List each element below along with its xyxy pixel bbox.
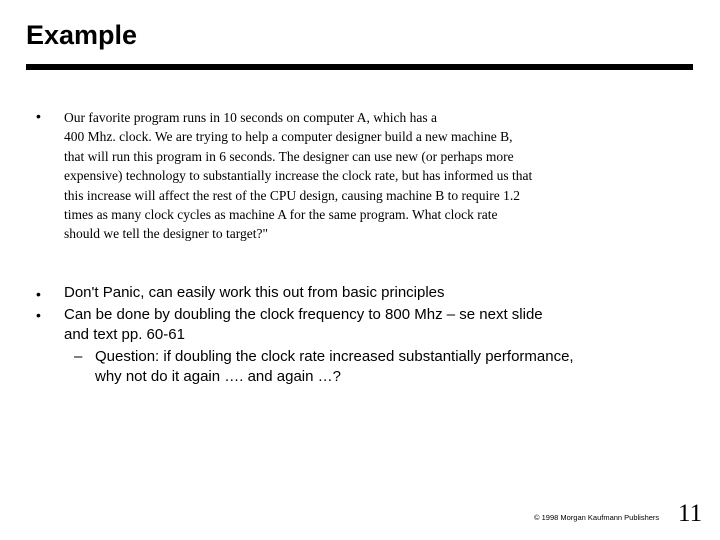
question-sub-bullet-line: Question: if doubling the clock rate increased substantially performance, (95, 348, 574, 365)
problem-statement-line: 400 Mhz. clock. We are trying to help a computer designer build a new machine B, (64, 129, 513, 145)
copyright-notice: © 1998 Morgan Kaufmann Publishers (534, 513, 660, 522)
bullet-marker-2: • (36, 286, 41, 302)
sub-bullet-dash: – (74, 348, 83, 365)
problem-statement-line: that will run this program in 6 seconds. The designer can use new (or perhaps more (64, 148, 514, 164)
question-sub-bullet-line: why not do it again …. and again …? (95, 368, 341, 385)
dont-panic-bullet: Don't Panic, can easily work this out from basic principles (64, 284, 445, 301)
bullet-marker-3: • (36, 307, 41, 323)
title-divider (26, 64, 693, 70)
problem-statement-line: times as many clock cycles as machine A for the same program. What clock rate (64, 207, 498, 223)
doubling-clock-bullet-line: Can be done by doubling the clock frequency to 800 Mhz – se next slide (64, 306, 543, 323)
bullet-marker-1: • (36, 108, 41, 124)
problem-statement-line: Our favorite program runs in 10 seconds on computer A, which has a (64, 110, 438, 125)
slide-title: Example (26, 20, 138, 50)
problem-statement-line: should we tell the designer to target?" (64, 226, 268, 242)
problem-statement-paragraph (64, 108, 664, 244)
problem-statement-line: expensive) technology to substantially increase the clock rate, but has informed us that (64, 168, 533, 184)
doubling-clock-bullet-line: and text pp. 60-61 (64, 326, 185, 343)
page-number: 11 (678, 500, 703, 527)
problem-statement-line: this increase will affect the rest of the CPU design, causing machine B to require 1.2 (64, 187, 521, 203)
